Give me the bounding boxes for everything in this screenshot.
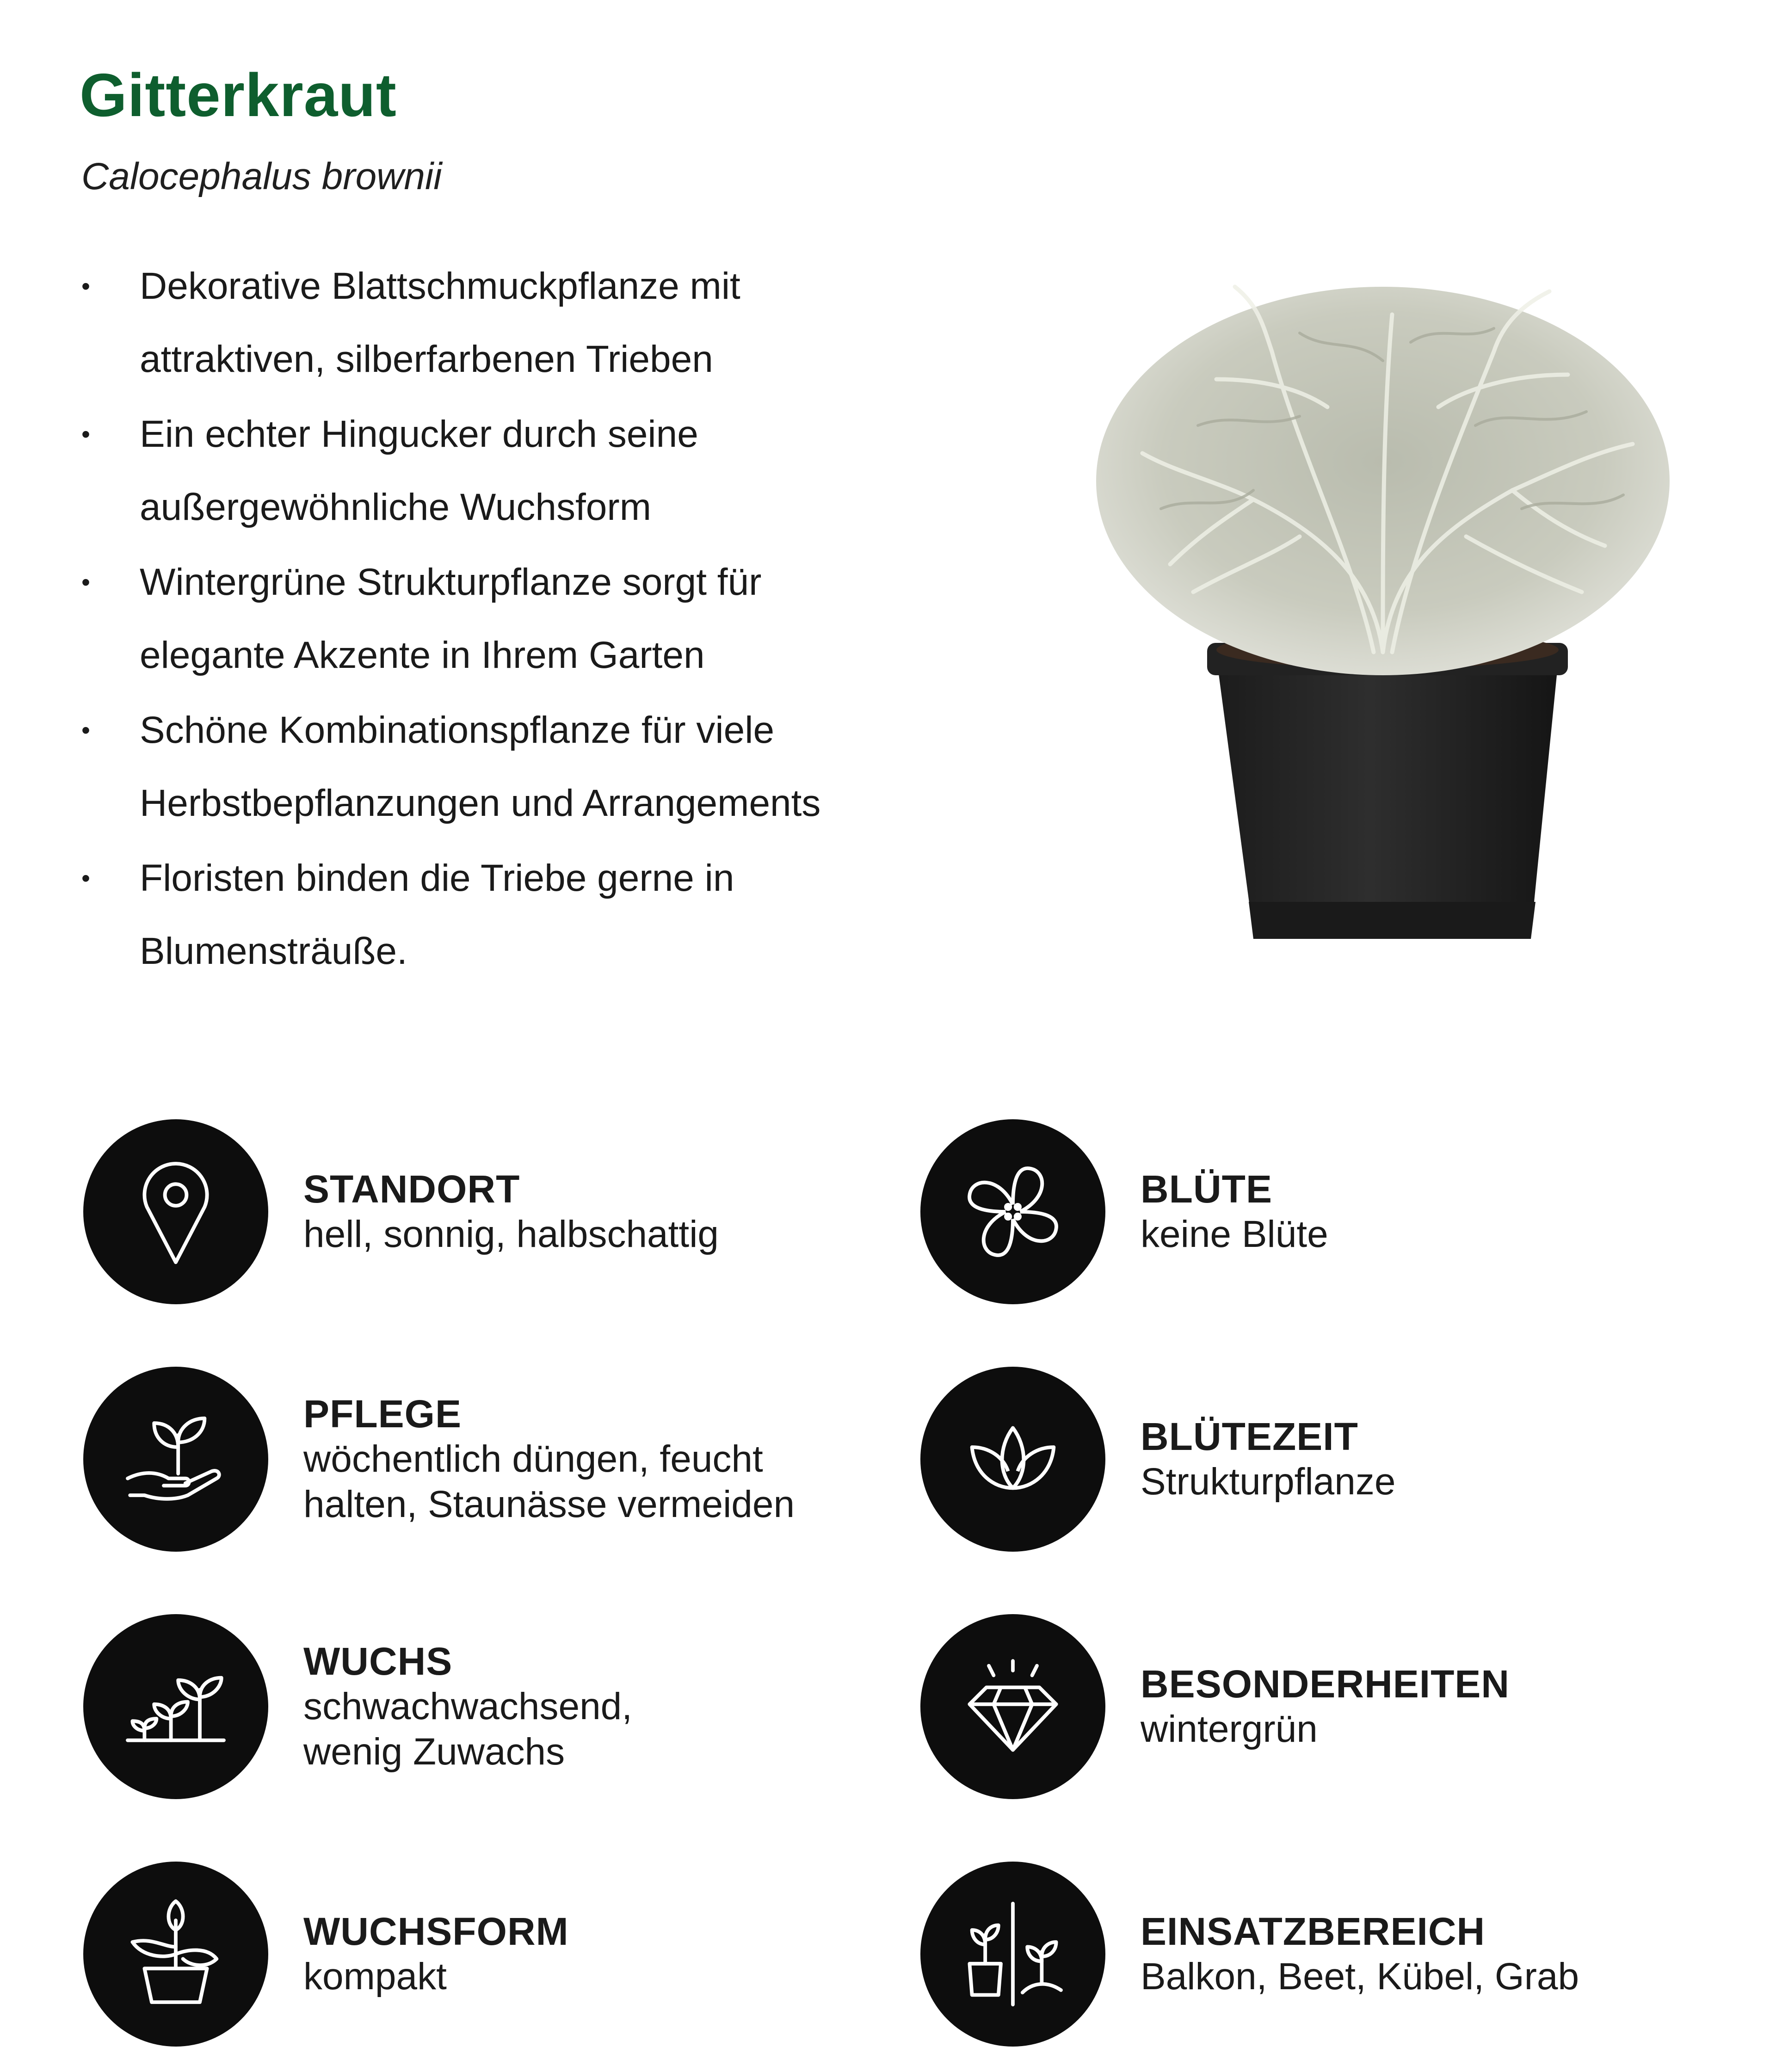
list-item: [79, 546, 948, 692]
bullet-line-1: Dekorative Blattschmuckpflanze mit: [140, 265, 740, 307]
feature-value: Strukturpflanze: [1141, 1461, 1396, 1503]
feature-label: WUCHSFORM: [303, 1910, 569, 1953]
feature-bluetezeit: [920, 1367, 1396, 1552]
feature-wuchs: [83, 1614, 632, 1799]
bullet-dot: •: [81, 716, 90, 744]
potted-plant-icon: [83, 1862, 268, 2047]
feature-pflege: [83, 1367, 795, 1552]
list-item: [79, 694, 948, 840]
feature-value: kompakt: [303, 1955, 447, 1998]
feature-label: EINSATZBEREICH: [1141, 1910, 1486, 1953]
pot-and-ground-icon: [920, 1862, 1105, 2047]
bullet-line-2: außergewöhnliche Wuchsform: [140, 486, 651, 528]
product-title: Gitterkraut: [80, 61, 397, 129]
flower-icon: [920, 1119, 1105, 1304]
feature-value: wintergrün: [1141, 1708, 1318, 1750]
diamond-icon: [920, 1614, 1105, 1799]
feature-bullet-list: [79, 250, 948, 990]
bullet-line-2: Blumensträuße.: [140, 930, 407, 972]
feature-value: wöchentlich düngen, feucht halten, Staunässe vermeiden: [303, 1438, 795, 1525]
feature-value: Balkon, Beet, Kübel, Grab: [1141, 1955, 1579, 1998]
plant-product-image: [976, 213, 1707, 971]
list-item: [79, 842, 948, 988]
list-item: [79, 398, 948, 544]
feature-einsatzbereich: [920, 1862, 1579, 2047]
feature-label: STANDORT: [303, 1167, 520, 1211]
bullet-dot: •: [81, 420, 90, 448]
bullet-line-1: Wintergrüne Strukturpflanze sorgt für: [140, 561, 762, 603]
bullet-dot: •: [81, 864, 90, 892]
feature-besonderheiten: [920, 1614, 1510, 1799]
feature-value: hell, sonnig, halbschattig: [303, 1213, 719, 1255]
feature-label: WUCHS: [303, 1640, 453, 1683]
feature-label: BESONDERHEITEN: [1141, 1662, 1510, 1706]
feature-value: keine Blüte: [1141, 1213, 1328, 1255]
feature-label: BLÜTE: [1141, 1167, 1272, 1211]
bullet-line-1: Ein echter Hingucker durch seine: [140, 413, 698, 455]
list-item: [79, 250, 948, 396]
feature-label: PFLEGE: [303, 1392, 462, 1436]
bullet-line-2: elegante Akzente in Ihrem Garten: [140, 634, 705, 676]
feature-label: BLÜTEZEIT: [1141, 1415, 1358, 1458]
bullet-dot: •: [81, 272, 90, 300]
bullet-line-2: attraktiven, silberfarbenen Trieben: [140, 338, 713, 380]
lotus-icon: [920, 1367, 1105, 1552]
location-pin-icon: [83, 1119, 268, 1304]
feature-value: schwachwachsend, wenig Zuwachs: [303, 1685, 633, 1773]
feature-standort: [83, 1119, 719, 1304]
bullet-line-1: Schöne Kombinationspflanze für viele: [140, 709, 775, 751]
hand-seedling-icon: [83, 1367, 268, 1552]
feature-bluete: [920, 1119, 1328, 1304]
growth-seedlings-icon: [83, 1614, 268, 1799]
feature-wuchsform: [83, 1862, 569, 2047]
botanical-name: Calocephalus brownii: [81, 155, 442, 197]
bullet-line-2: Herbstbepflanzungen und Arrangements: [140, 782, 821, 824]
bullet-line-1: Floristen binden die Triebe gerne in: [140, 857, 734, 899]
bullet-dot: •: [81, 568, 90, 596]
